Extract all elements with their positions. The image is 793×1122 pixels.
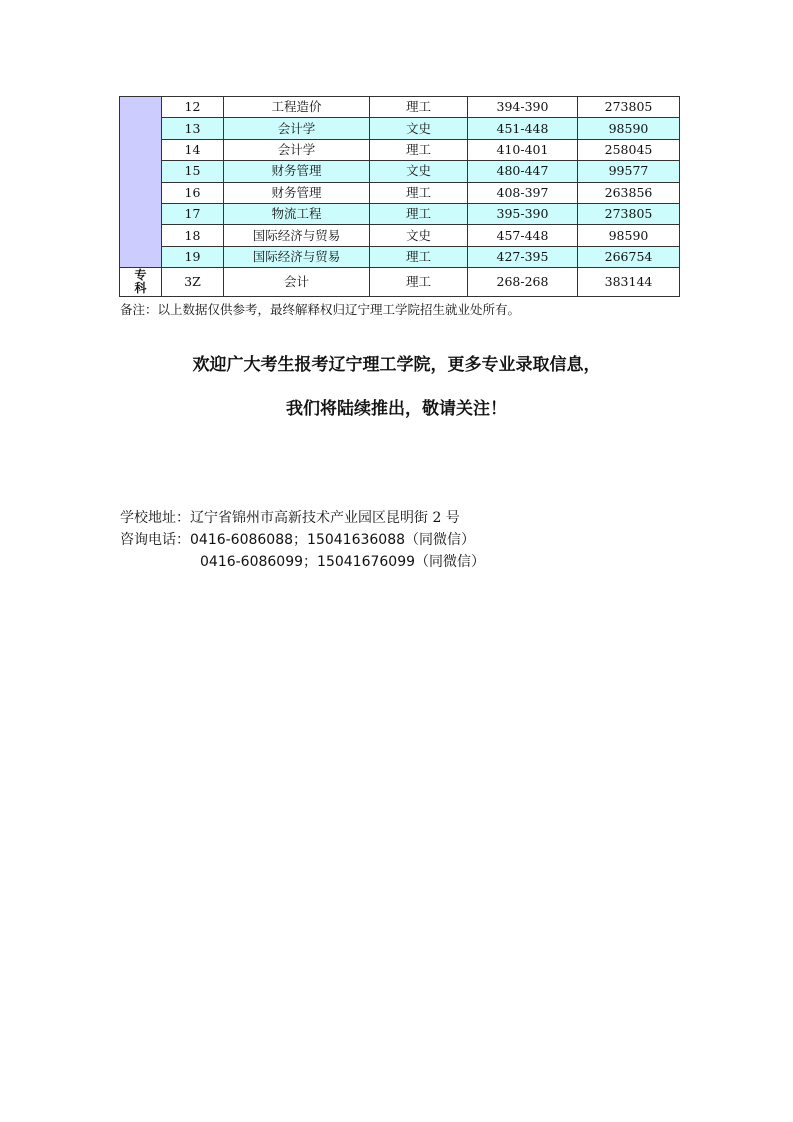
cell-category: 理工: [370, 97, 468, 118]
table-row: [120, 246, 680, 267]
cell-no: 13: [162, 118, 224, 139]
table-row: [120, 182, 680, 203]
cell-score-range: 408-397: [468, 182, 578, 203]
admission-score-table: [119, 96, 680, 297]
cell-category: 理工: [370, 268, 468, 297]
cell-no: 18: [162, 225, 224, 246]
cell-no: 16: [162, 182, 224, 203]
cell-major: 财务管理: [224, 182, 370, 203]
table-body: [120, 97, 680, 297]
cell-no: 12: [162, 97, 224, 118]
table-row: [120, 203, 680, 224]
cell-no: 14: [162, 139, 224, 160]
slogan-line-2: 我们将陆续推出，敬请关注！: [286, 399, 507, 419]
cell-major: 会计: [224, 268, 370, 297]
cell-rank: 263856: [578, 182, 680, 203]
specialist-label: [120, 268, 162, 297]
table-note: 备注：以上数据仅供参考，最终解释权归辽宁理工学院招生就业处所有。: [120, 302, 521, 317]
specialist-label-line2: 科: [134, 281, 147, 296]
cell-major: 国际经济与贸易: [224, 246, 370, 267]
cell-score-range: 394-390: [468, 97, 578, 118]
cell-no: 17: [162, 203, 224, 224]
cell-score-range: 457-448: [468, 225, 578, 246]
table-row: [120, 161, 680, 182]
cell-score-range: 410-401: [468, 139, 578, 160]
phone-label: 咨询电话：: [120, 532, 190, 548]
cell-rank: 98590: [578, 225, 680, 246]
cell-no: 3Z: [162, 268, 224, 297]
cell-no: 19: [162, 246, 224, 267]
cell-score-range: 427-395: [468, 246, 578, 267]
cell-category: 文史: [370, 118, 468, 139]
undergrad-group-label: [120, 97, 162, 268]
cell-major: 物流工程: [224, 203, 370, 224]
phone-value-2: 0416-6086099；15041676099（同微信）: [200, 554, 486, 570]
cell-rank: 266754: [578, 246, 680, 267]
cell-rank: 258045: [578, 139, 680, 160]
cell-score-range: 480-447: [468, 161, 578, 182]
cell-major: 工程造价: [224, 97, 370, 118]
cell-category: 文史: [370, 161, 468, 182]
cell-rank: 99577: [578, 161, 680, 182]
cell-major: 会计学: [224, 139, 370, 160]
table-row: [120, 97, 680, 118]
table-row: [120, 118, 680, 139]
phone-line-1: [120, 529, 475, 549]
address-label: 学校地址：: [120, 510, 190, 526]
specialist-label-line1: 专: [134, 268, 147, 283]
cell-score-range: 451-448: [468, 118, 578, 139]
cell-category: 理工: [370, 182, 468, 203]
cell-major: 财务管理: [224, 161, 370, 182]
cell-major: 国际经济与贸易: [224, 225, 370, 246]
cell-category: 理工: [370, 246, 468, 267]
table-row: [120, 225, 680, 246]
phone-line-2: [200, 551, 485, 571]
address-line: [120, 507, 460, 527]
cell-category: 理工: [370, 139, 468, 160]
cell-rank: 273805: [578, 203, 680, 224]
table-row-specialist: [120, 268, 680, 297]
cell-score-range: 395-390: [468, 203, 578, 224]
cell-rank: 98590: [578, 118, 680, 139]
cell-rank: 383144: [578, 268, 680, 297]
cell-major: 会计学: [224, 118, 370, 139]
cell-no: 15: [162, 161, 224, 182]
phone-value-1: 0416-6086088；15041636088（同微信）: [190, 532, 476, 548]
cell-category: 文史: [370, 225, 468, 246]
cell-rank: 273805: [578, 97, 680, 118]
slogan-line-1: 欢迎广大考生报考辽宁理工学院，更多专业录取信息，: [192, 355, 601, 375]
table-row: [120, 139, 680, 160]
address-value: 辽宁省锦州市高新技术产业园区昆明街 2 号: [190, 510, 460, 526]
cell-score-range: 268-268: [468, 268, 578, 297]
cell-category: 理工: [370, 203, 468, 224]
